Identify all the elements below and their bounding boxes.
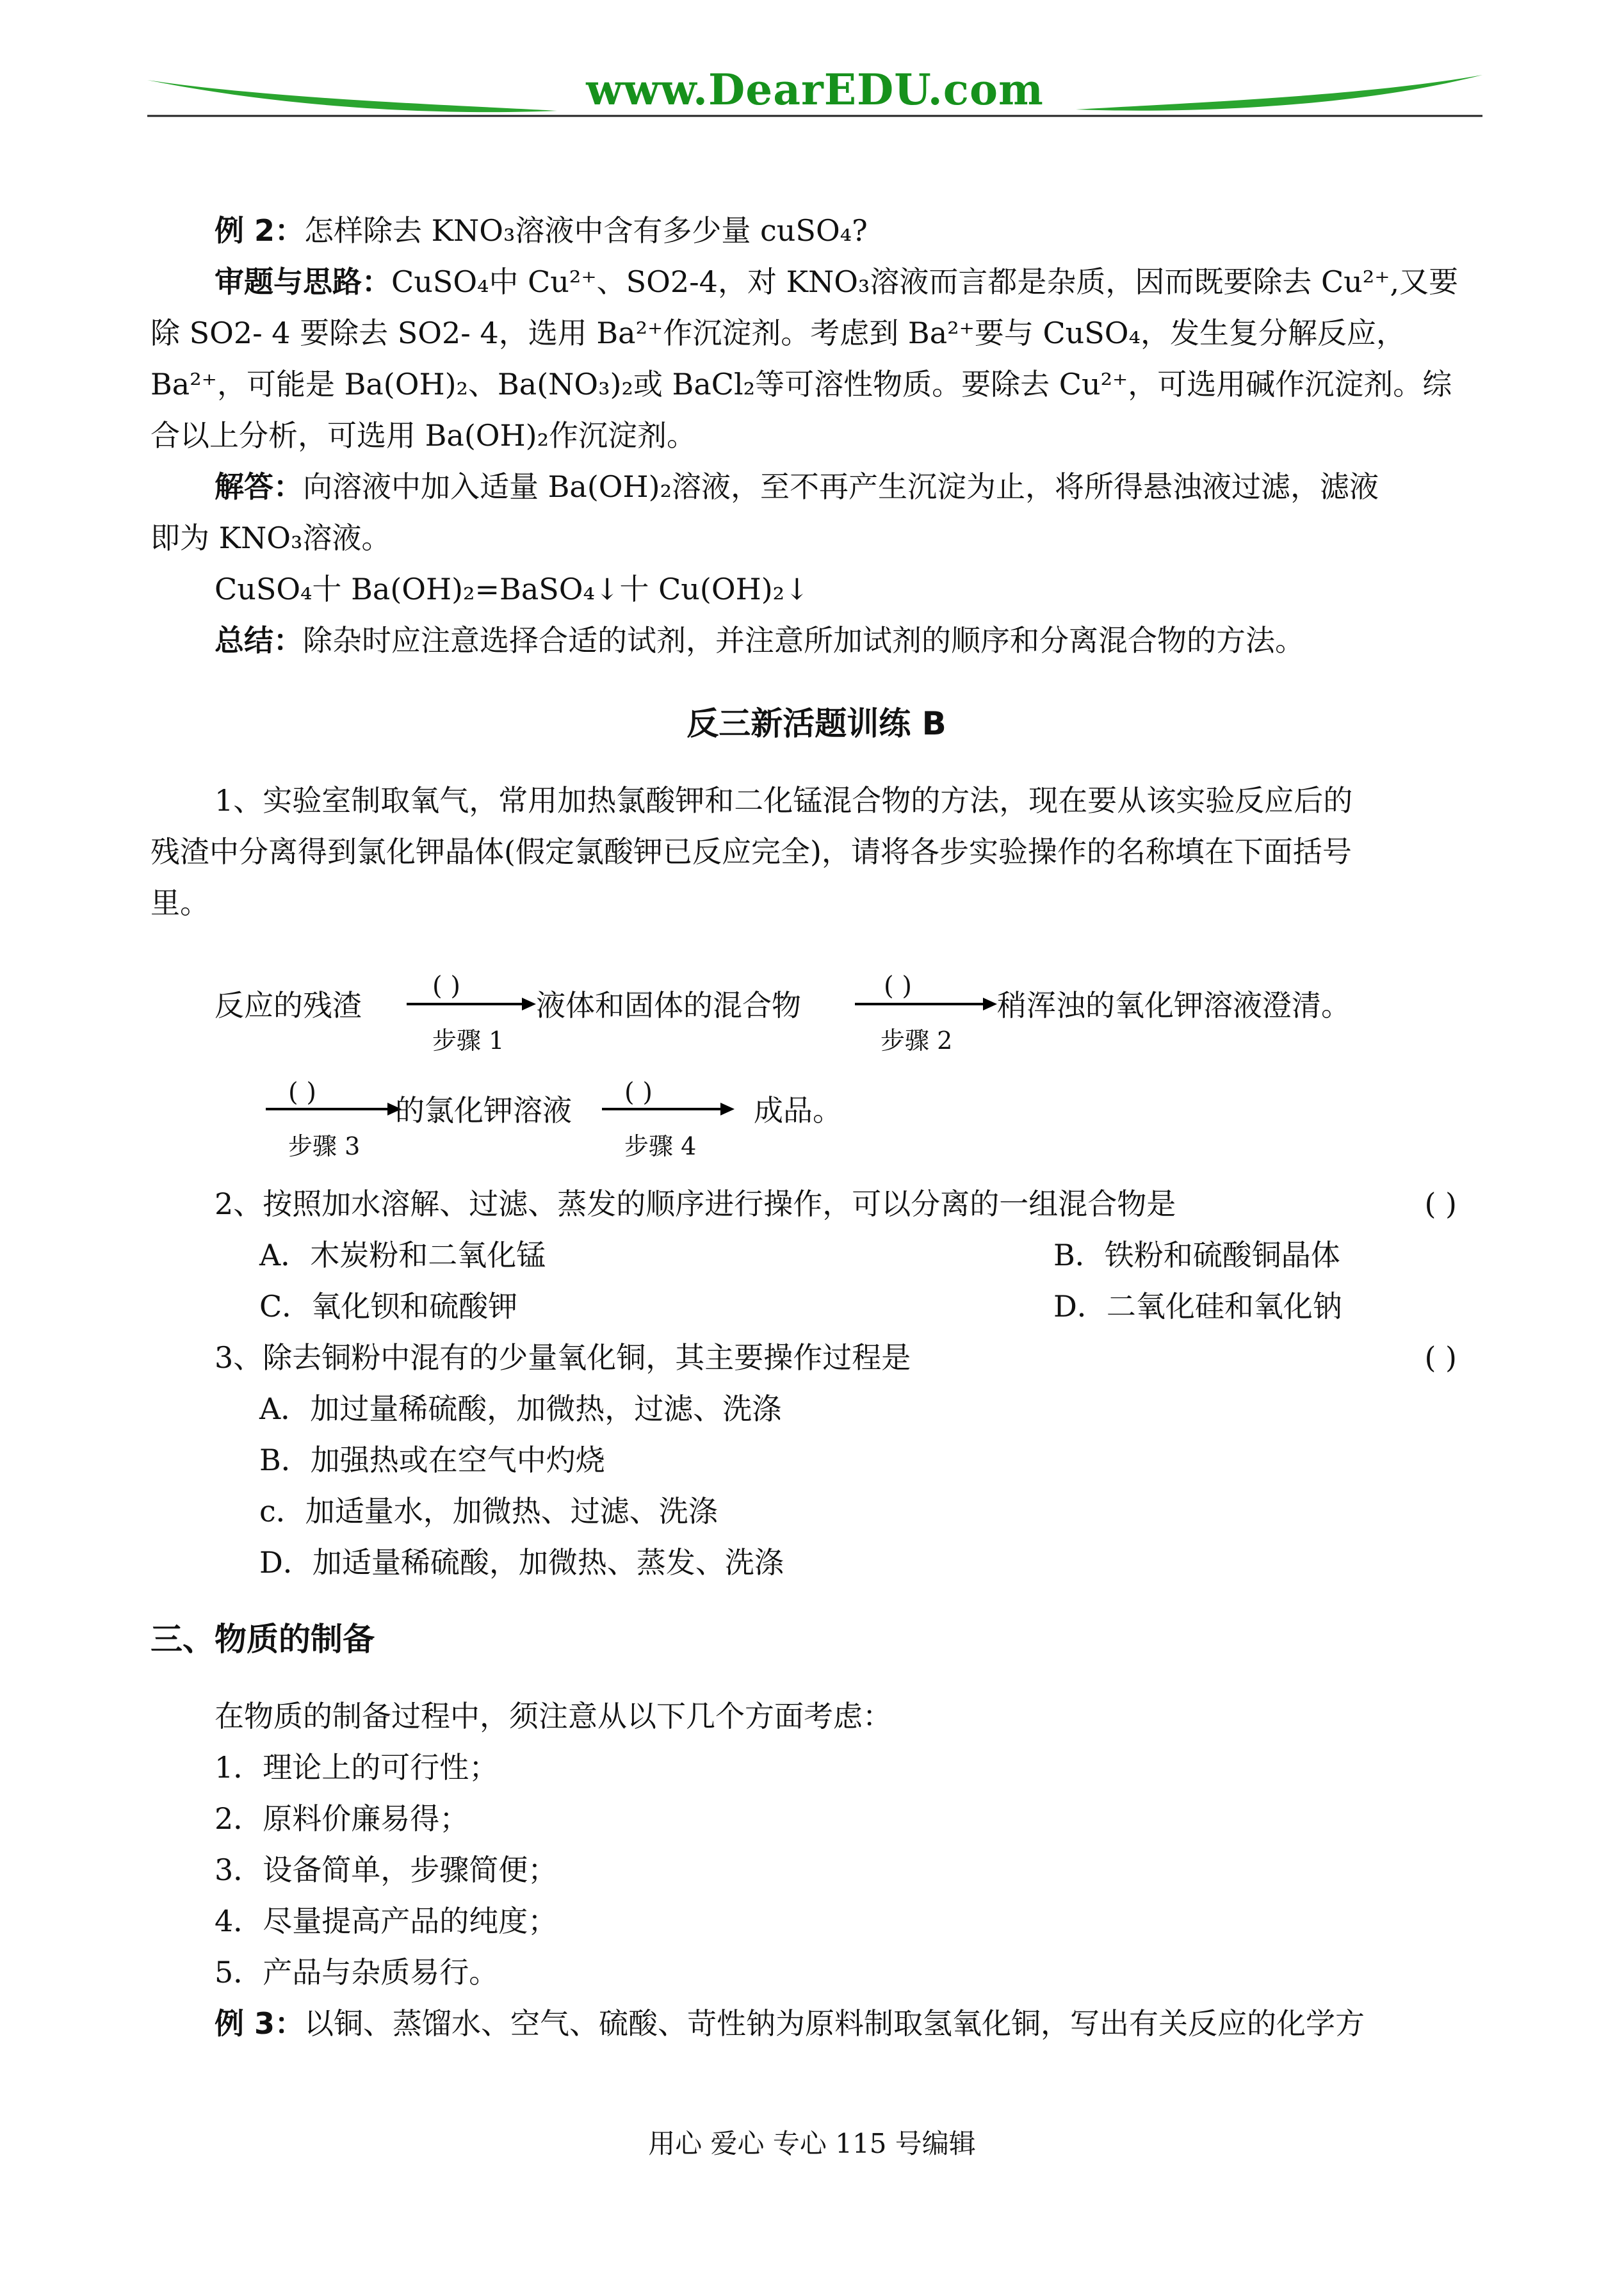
answer-line2: 即为 KNO₃溶液。 [150, 521, 391, 555]
flow-blank-2[interactable]: ( ) [884, 971, 912, 1001]
q2-option-c[interactable]: C．氧化钡和硫酸钾 [259, 1289, 518, 1324]
summary: 总结：除杂时应注意选择合适的试剂，并注意所加试剂的顺序和分离混合物的方法。 [215, 623, 1304, 658]
q1-line1: 1、实验室制取氧气，常用加热氯酸钾和二化锰混合物的方法，现在要从该实验反应后的 [215, 783, 1353, 818]
answer-line1: 解答：向溶液中加入适量 Ba(OH)₂溶液，至不再产生沉淀为止，将所得悬浊液过滤，滤液 [215, 469, 1379, 504]
section3-item-3: 3．设备简单，步骤简便； [215, 1853, 558, 1887]
section3-item-4: 4．尽量提高产品的纯度； [215, 1904, 558, 1938]
flow-step-3: 步骤 3 [288, 1132, 361, 1160]
q3-stem: 3、除去铜粉中混有的少量氧化铜，其主要操作过程是 ( ) [150, 1332, 1482, 1383]
q1-line2: 残渣中分离得到氯化钾晶体(假定氯酸钾已反应完全)，请将各步实验操作的名称填在下面括号 [150, 834, 1352, 869]
flow-blank-1[interactable]: ( ) [432, 971, 460, 1001]
q2-option-b[interactable]: B．铁粉和硫酸铜晶体 [1053, 1238, 1340, 1272]
analysis-label: 审题与思路： [215, 264, 391, 299]
flow-step-1: 步骤 1 [432, 1026, 505, 1055]
example3-label: 例 3： [215, 2006, 305, 2041]
section3-item-5: 5．产品与杂质易行。 [215, 1955, 499, 1990]
section3-item-2: 2．原料价廉易得； [215, 1801, 469, 1836]
example3: 例 3：以铜、蒸馏水、空气、硫酸、苛性钠为原料制取氢氧化铜，写出有关反应的化学方 [215, 2006, 1365, 2041]
q3-option-a[interactable]: A．加过量稀硫酸，加微热，过滤、洗涤 [259, 1391, 782, 1426]
site-logo[interactable]: www.DearEDU.com [586, 65, 1044, 115]
q2-answer-blank[interactable]: ( ) [1424, 1187, 1457, 1221]
q3-option-c[interactable]: c．加适量水，加微热、过滤、洗涤 [259, 1494, 718, 1529]
section3-intro: 在物质的制备过程中，须注意从以下几个方面考虑： [215, 1699, 892, 1733]
flow-blank-4[interactable]: ( ) [624, 1078, 653, 1107]
flow-step-4: 步骤 4 [624, 1132, 697, 1160]
flow-mid-3: 的氯化钾溶液 [395, 1093, 572, 1128]
flow-start: 反应的残渣 [215, 988, 362, 1023]
practice-title: 反三新活题训练 B [686, 705, 946, 742]
chemical-equation: CuSO₄十 Ba(OH)₂=BaSO₄↓十 Cu(OH)₂↓ [215, 572, 809, 606]
q3-option-b[interactable]: B．加强热或在空气中灼烧 [259, 1443, 605, 1477]
page-header [147, 61, 1482, 131]
q2-options-row2 [150, 1281, 1482, 1332]
flow-blank-3[interactable]: ( ) [288, 1078, 316, 1107]
flow-mid-1: 液体和固体的混合物 [536, 988, 801, 1023]
page-content [150, 205, 1482, 2049]
q2-options-row1 [150, 1229, 1482, 1281]
example2-label: 例 2： [215, 213, 305, 248]
flow-end: 成品。 [754, 1093, 842, 1128]
analysis-line1: 审题与思路：CuSO₄中 Cu²⁺、SO2-4，对 KNO₃溶液而言都是杂质，因而既要除去 Cu²⁺,又要 [215, 264, 1459, 299]
section3-title: 三、物质的制备 [150, 1621, 375, 1658]
q2-option-d[interactable]: D．二氧化硅和氧化钠 [1053, 1289, 1342, 1324]
section3-item-1: 1．理论上的可行性； [215, 1750, 499, 1785]
q3-option-d[interactable]: D．加适量稀硫酸，加微热、蒸发、洗涤 [259, 1545, 784, 1580]
q2-stem: 2、按照加水溶解、过滤、蒸发的顺序进行操作，可以分离的一组混合物是 ( ) [150, 1178, 1482, 1229]
answer-label: 解答： [215, 469, 303, 504]
analysis-line2: 除 SO2- 4 要除去 SO2- 4，选用 Ba²⁺作沉淀剂。考虑到 Ba²⁺要与 CuSO₄，发生复分解反应， [150, 316, 1406, 350]
example2-question: 例 2：怎样除去 KNO₃溶液中含有多少量 cuSO₄? [215, 213, 868, 248]
analysis-line3: Ba²⁺，可能是 Ba(OH)₂、Ba(NO₃)₂或 BaCl₂等可溶性物质。要除去 Cu²⁺，可选用碱作沉淀剂。综 [150, 367, 1452, 401]
flow-mid-2: 稍浑浊的氧化钾溶液澄清。 [997, 988, 1351, 1023]
q2-option-a[interactable]: A．木炭粉和二氧化锰 [259, 1238, 546, 1272]
separation-flow-diagram [150, 961, 1482, 1178]
page-footer: 用心 爱心 专心 115 号编辑 [648, 2128, 976, 2159]
analysis-line4: 合以上分析，可选用 Ba(OH)₂作沉淀剂。 [150, 418, 697, 453]
q3-answer-blank[interactable]: ( ) [1424, 1340, 1457, 1375]
flow-step-2: 步骤 2 [881, 1026, 953, 1055]
summary-label: 总结： [215, 623, 303, 658]
q1-line3: 里。 [150, 886, 209, 920]
